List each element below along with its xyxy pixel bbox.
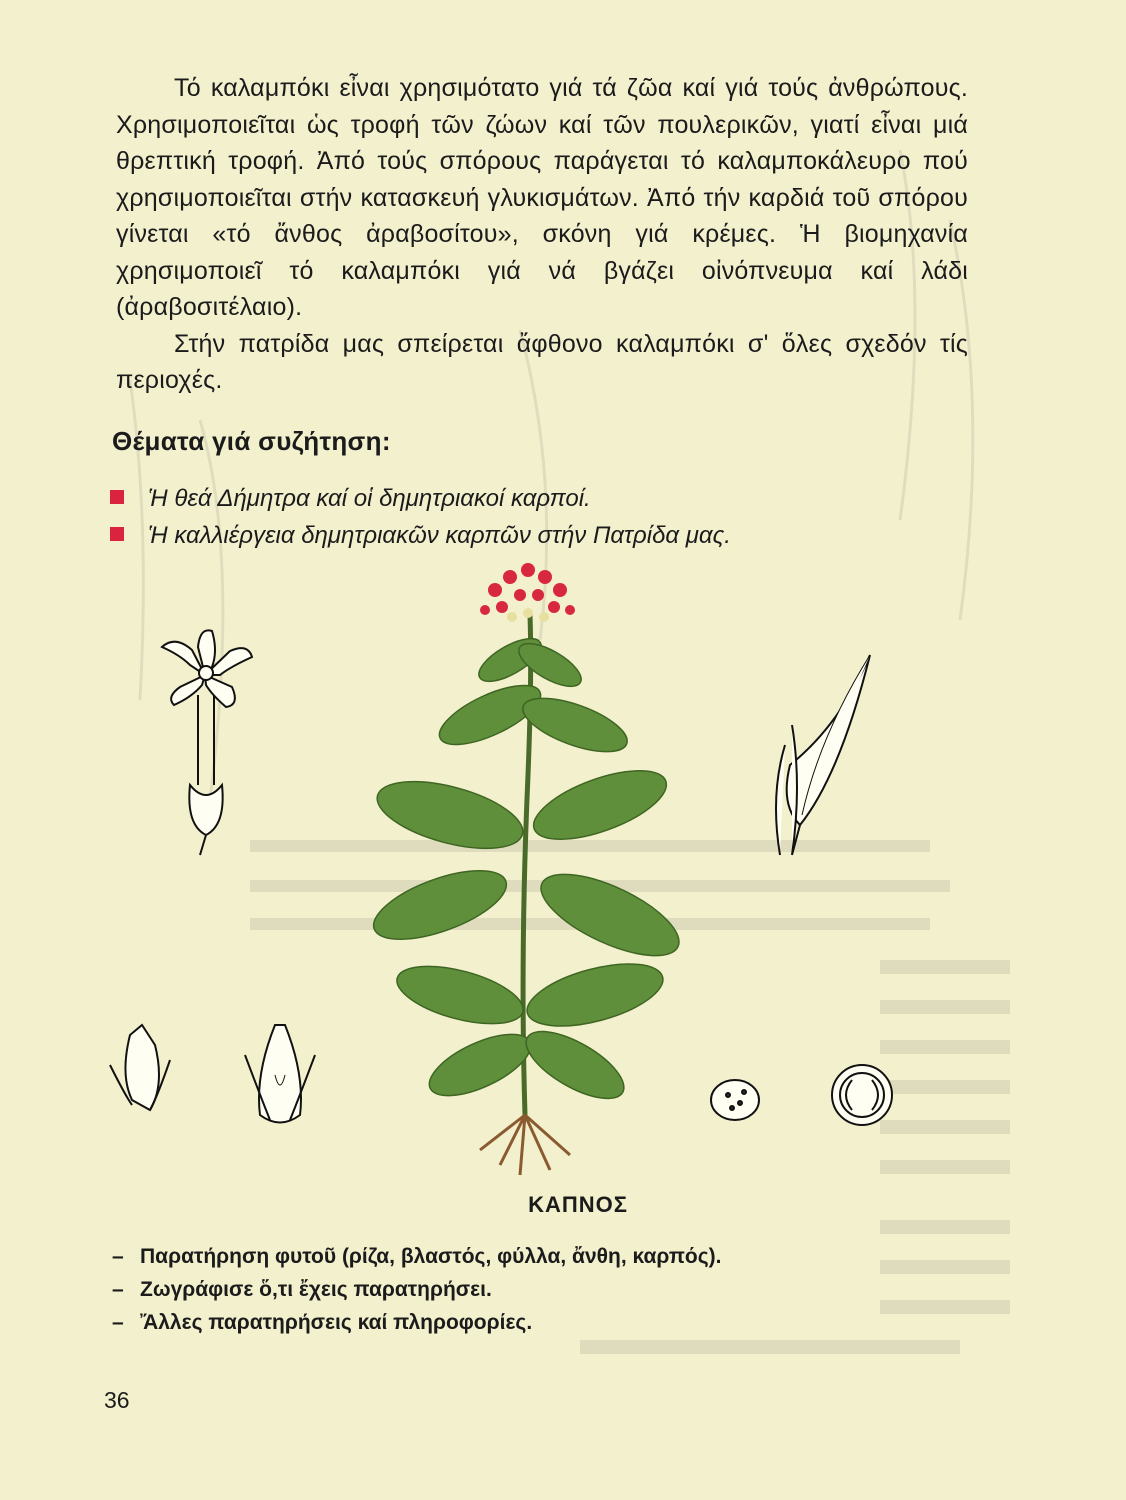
body-paragraph-2: Στήν πατρίδα μας σπείρεται ἄφθονο καλαμπόκι σ' ὅλες σχεδόν τίς περιοχές. — [116, 329, 968, 394]
task-dash: – — [112, 1278, 124, 1301]
page-number: 36 — [104, 1387, 130, 1413]
topics-list — [110, 480, 731, 554]
task-text: Ἄλλες παρατηρήσεις καί πληροφορίες. — [140, 1311, 533, 1334]
plant-roots — [480, 1115, 570, 1175]
body-text — [116, 70, 968, 399]
task-item — [112, 1273, 721, 1306]
topic-text: Ἡ καλλιέργεια δημητριακῶν καρπῶν στήν Πατρίδα μας. — [148, 522, 731, 549]
task-dash: – — [112, 1245, 124, 1268]
body-paragraph-1: Τό καλαμπόκι εἶναι χρησιμότατο γιά τά ζῶα καί γιά τούς ἀνθρώπους. Χρησιμοποιεῖται ὡς τροφή τῶν ζώων καί τῶν πουλερικῶν, γιατί εἶναι μιά θρεπτική τροφή. Ἀπό τούς σπόρους παράγεται τό καλαμποκάλευρο πού χρησιμοποιεῖται στήν κατασκευή γλυκισμάτων. Ἀπό τήν καρδιά τοῦ σπόρου γίνεται «τό ἄνθος ἀραβοσίτου», σκόνη γιά κρέμες. Ἡ βιομηχανία χρησιμοποιεῖ τό καλαμπόκι γιά νά βγάζει οἰνόπνευμα καί λάδι (ἀραβοσιτέλαιο). — [116, 74, 968, 321]
task-item — [112, 1306, 721, 1339]
topic-text: Ἡ θεά Δήμητρα καί οἱ δημητριακοί καρποί. — [148, 485, 591, 512]
task-item — [112, 1240, 721, 1273]
seed-sketches — [711, 1065, 892, 1125]
task-text: Παρατήρηση φυτοῦ (ρίζα, βλαστός, φύλλα, ἄνθη, καρπός). — [140, 1245, 722, 1268]
topics-heading: Θέματα γιά συζήτηση: — [112, 426, 391, 456]
square-bullet-icon — [110, 490, 124, 504]
tobacco-plant-illustration — [80, 555, 980, 1195]
plant-flowers — [480, 563, 575, 615]
square-bullet-icon — [110, 527, 124, 541]
topic-item — [110, 517, 731, 554]
capsule-sketches — [110, 1025, 315, 1123]
tasks-list — [112, 1240, 721, 1339]
flower-detail-sketch — [162, 630, 252, 855]
topic-item — [110, 480, 731, 517]
leaf-detail-sketch — [776, 655, 870, 855]
task-text: Ζωγράφισε ὅ,τι ἔχεις παρατηρήσει. — [140, 1278, 492, 1301]
task-dash: – — [112, 1311, 124, 1334]
plant-leaves — [365, 630, 689, 1111]
figure-caption: ΚΑΠΝΟΣ — [528, 1192, 628, 1217]
